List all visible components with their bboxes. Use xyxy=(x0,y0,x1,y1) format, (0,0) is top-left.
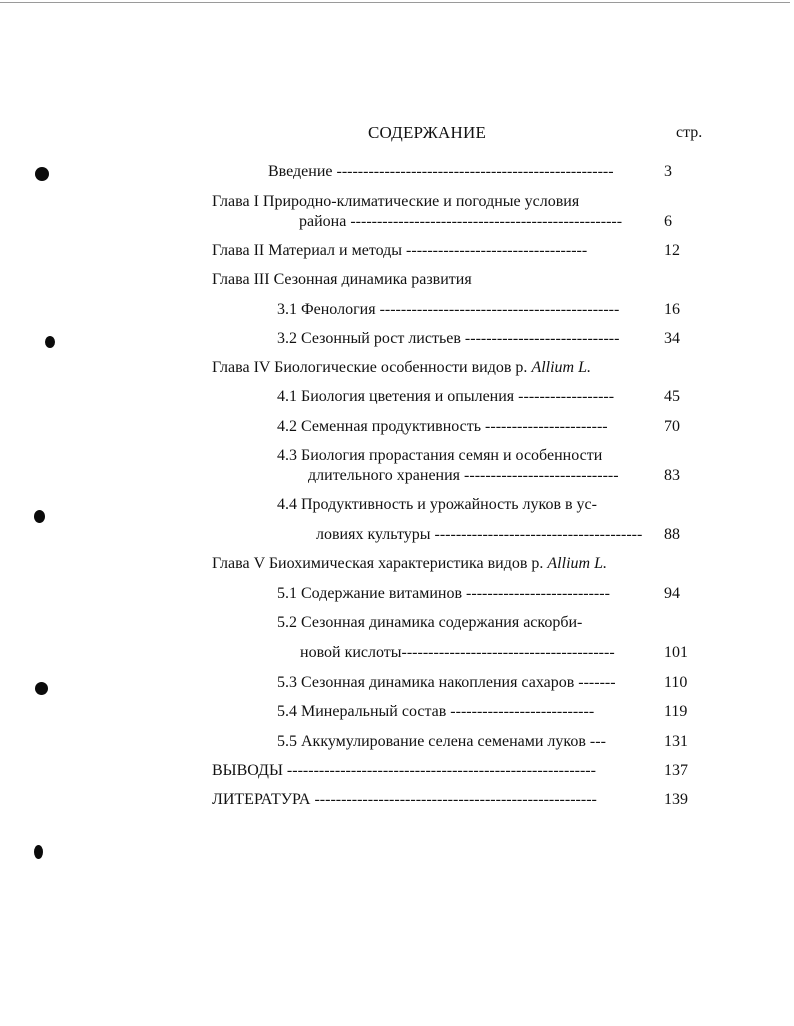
toc-entry-section-4-3-cont: длительного хранения ----------------------------- xyxy=(308,467,619,484)
page-number: 12 xyxy=(664,242,680,259)
punch-hole-icon xyxy=(35,167,49,181)
toc-entry-section-5-5: 5.5 Аккумулирование селена семенами луков --- xyxy=(277,733,606,750)
toc-entry-section-3-2: 3.2 Сезонный рост листьев ----------------------------- xyxy=(277,330,620,347)
species-name: Allium L. xyxy=(531,359,591,376)
page-number: 6 xyxy=(664,213,672,230)
toc-entry-literature: ЛИТЕРАТУРА ----------------------------------------------------- xyxy=(212,791,597,808)
page-number: 110 xyxy=(664,674,688,691)
punch-hole-icon xyxy=(45,336,55,348)
punch-hole-icon xyxy=(34,510,45,523)
page-number: 139 xyxy=(664,791,688,808)
toc-entry-chapter-2: Глава II Материал и методы ---------------------------------- xyxy=(212,242,588,259)
toc-entry-conclusions: ВЫВОДЫ ---------------------------------------------------------- xyxy=(212,762,596,779)
toc-entry-section-4-4: 4.4 Продуктивность и урожайность луков в ус- xyxy=(277,496,597,513)
species-name: Allium L. xyxy=(547,555,607,572)
page-number: 70 xyxy=(664,418,680,435)
toc-entry-section-5-2-cont: новой кислоты---------------------------------------- xyxy=(300,644,615,661)
toc-entry-section-3-1: 3.1 Фенология --------------------------------------------- xyxy=(277,301,620,318)
page-number: 88 xyxy=(664,526,680,543)
scan-border-line xyxy=(0,2,790,3)
page-number: 45 xyxy=(664,388,680,405)
page-number: 101 xyxy=(664,644,688,661)
toc-entry-section-4-1: 4.1 Биология цветения и опыления ------------------ xyxy=(277,388,615,405)
punch-hole-icon xyxy=(34,845,43,859)
toc-entry-chapter-4 xyxy=(212,359,591,377)
page-number: 34 xyxy=(664,330,680,347)
page-number: 137 xyxy=(664,762,688,779)
chapter-title: Глава IV Биологические особенности видов р. xyxy=(212,359,532,376)
toc-entry-chapter-1: Глава I Природно-климатические и погодные условия xyxy=(212,193,580,210)
page-number: 3 xyxy=(664,163,672,180)
page-number: 83 xyxy=(664,467,680,484)
page-number: 119 xyxy=(664,703,688,720)
toc-entry-section-4-3: 4.3 Биология прорастания семян и особенности xyxy=(277,447,603,464)
toc-entry-section-4-2: 4.2 Семенная продуктивность ----------------------- xyxy=(277,418,608,435)
toc-entry-section-4-4-cont: ловиях культуры --------------------------------------- xyxy=(316,526,643,543)
page-title: СОДЕРЖАНИЕ xyxy=(368,123,487,142)
toc-entry-chapter-3: Глава III Сезонная динамика развития xyxy=(212,271,472,288)
toc-entry-section-5-3: 5.3 Сезонная динамика накопления сахаров ------- xyxy=(277,674,616,691)
page-number: 94 xyxy=(664,585,680,602)
page-number: 131 xyxy=(664,733,688,750)
toc-entry-section-5-1: 5.1 Содержание витаминов --------------------------- xyxy=(277,585,610,602)
chapter-title: Глава V Биохимическая характеристика видов р. xyxy=(212,555,548,572)
toc-entry-chapter-1-cont: района --------------------------------------------------- xyxy=(299,213,623,230)
page-number: 16 xyxy=(664,301,680,318)
toc-entry-section-5-2: 5.2 Сезонная динамика содержания аскорби- xyxy=(277,614,583,631)
toc-entry-section-5-4: 5.4 Минеральный состав --------------------------- xyxy=(277,703,595,720)
toc-entry-chapter-5 xyxy=(212,555,607,573)
punch-hole-icon xyxy=(35,682,48,695)
toc-entry-introduction: Введение ---------------------------------------------------- xyxy=(268,163,614,180)
page-column-label: стр. xyxy=(676,124,703,141)
